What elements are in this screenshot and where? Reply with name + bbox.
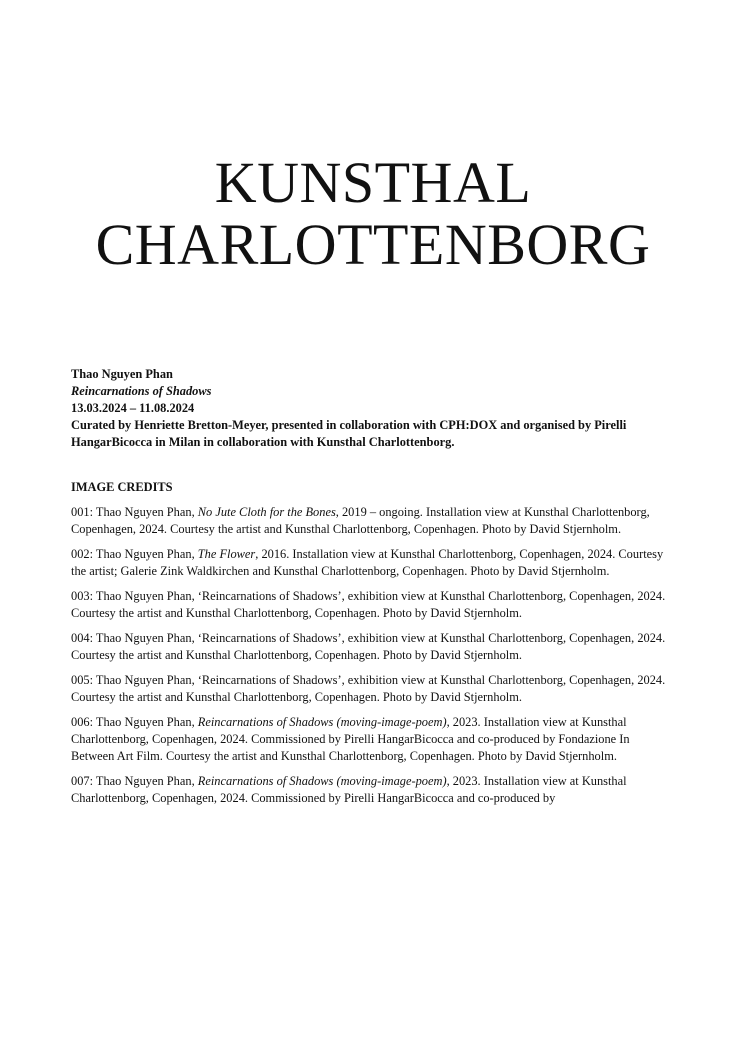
exhibition-dates: 13.03.2024 – 11.08.2024	[71, 401, 195, 415]
credit-item: 004: Thao Nguyen Phan, ‘Reincarnations of Shadows’, exhibition view at Kunsthal Charlottenborg, Copenhagen, 2024. Courtesy the artist and Kunsthal Charlottenborg, Copenhagen. Photo by David Stjernholm.	[71, 631, 666, 663]
logo-line-2: CHARLOTTENBORG	[95, 212, 651, 277]
image-credits-heading: IMAGE CREDITS	[71, 480, 173, 494]
exhibition-info	[71, 366, 671, 451]
kunsthal-logo	[0, 152, 746, 276]
artist-name: Thao Nguyen Phan	[71, 367, 173, 381]
credit-item: 001: Thao Nguyen Phan, No Jute Cloth for the Bones, 2019 – ongoing. Installation view at Kunsthal Charlottenborg, Copenhagen, 2024. Courtesy the artist and Kunsthal Charlottenborg, Copenhagen. Photo by David Stjernholm.	[71, 505, 650, 537]
exhibition-title: Reincarnations of Shadows	[71, 384, 212, 398]
credits-list	[71, 504, 673, 815]
curation-note: Curated by Henriette Bretton-Meyer, presented in collaboration with CPH:DOX and organised by Pirelli HangarBicocca in Milan in collaboration with Kunsthal Charlottenborg.	[71, 418, 627, 449]
credit-item: 006: Thao Nguyen Phan, Reincarnations of Shadows (moving-image-poem), 2023. Installation view at Kunsthal Charlottenborg, Copenhagen, 2024. Commissioned by Pirelli HangarBicocca and co-produced by Fondazione In Between Art Film. Courtesy the artist and Kunsthal Charlottenborg, Copenhagen. Photo by David Stjernholm.	[71, 715, 630, 764]
credit-item: 002: Thao Nguyen Phan, The Flower, 2016. Installation view at Kunsthal Charlottenborg, Copenhagen, 2024. Courtesy the artist; Galerie Zink Waldkirchen and Kunsthal Charlottenborg, Copenhagen. Photo by David Stjernholm.	[71, 547, 664, 579]
credit-item: 003: Thao Nguyen Phan, ‘Reincarnations of Shadows’, exhibition view at Kunsthal Charlottenborg, Copenhagen, 2024. Courtesy the artist and Kunsthal Charlottenborg, Copenhagen. Photo by David Stjernholm.	[71, 589, 666, 621]
logo-line-1: KUNSTHAL	[214, 150, 532, 215]
credit-item: 007: Thao Nguyen Phan, Reincarnations of Shadows (moving-image-poem), 2023. Installation view at Kunsthal Charlottenborg, Copenhagen, 2024. Commissioned by Pirelli HangarBicocca and co-produced by	[71, 774, 627, 806]
credit-item: 005: Thao Nguyen Phan, ‘Reincarnations of Shadows’, exhibition view at Kunsthal Charlottenborg, Copenhagen, 2024. Courtesy the artist and Kunsthal Charlottenborg, Copenhagen. Photo by David Stjernholm.	[71, 673, 666, 705]
